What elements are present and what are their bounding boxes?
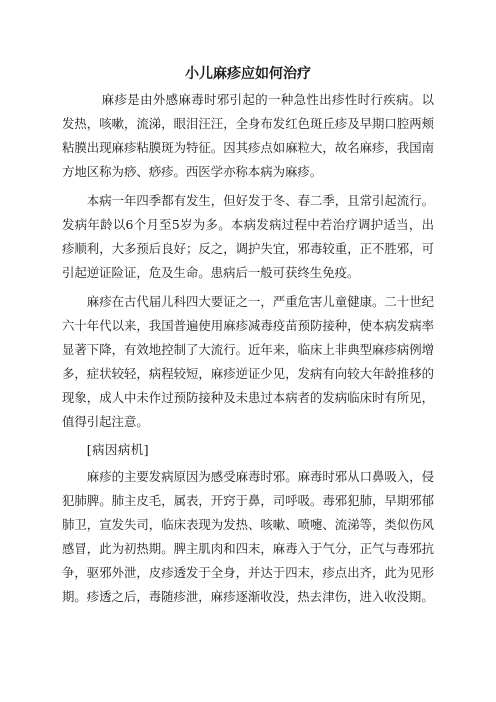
- paragraph-epidemiology: 本病一年四季都有发生，但好发于冬、春二季，且常引起流行。发病年龄以6个月至5岁为多。本病发病过程中若治疗调护适当，出疹顺利，大多预后良好；反之，调护失宜，邪毒较重，正不胜邪，可引起逆证险证，危及生命。患病后一般可获终生免疫。: [62, 193, 434, 280]
- document-body: [62, 88, 434, 614]
- paragraph-etiology: 麻疹的主要发病原因为感受麻毒时邪。麻毒时邪从口鼻吸入，侵犯肺脾。肺主皮毛，属表，开窍于鼻，司呼吸。毒邪犯肺，早期邪郁肺卫，宣发失司，临床表现为发热、咳嗽、喷嚏、流涕等，类似伤风感冒，此为初热期。脾主肌肉和四末，麻毒入于气分，正气与毒邪抗争，驱邪外泄，皮疹透发于全身，并达于四末，疹点出齐，此为见形期。疹透之后，毒随疹泄，麻疹逐渐收没，热去津伤，进入收没期。: [62, 469, 434, 604]
- document-title: 小儿麻疹应如何治疗: [185, 66, 311, 82]
- paragraph-history: 麻疹在古代届儿科四大要证之一，严重危害儿童健康。二十世纪六十年代以来，我国普遍使用麻疹减毒疫苗预防接种，使本病发病率显著下降，有效地控制了大流行。近年来，临床上非典型麻疹病例增多，症状较轻，病程较短，麻疹逆证少见，发病有向较大年龄推移的现象，成人中未作过预防接种及未患过本病者的发病临床时有所见，值得引起注意。: [62, 294, 434, 429]
- paragraph-intro: 麻疹是由外感麻毒时邪引起的一种急性出疹性时行疾病。以发热，咳嗽，流涕，眼泪汪汪，全身布发红色斑丘疹及早期口腔两颊粘膜出现麻疹粘膜斑为特征。因其疹点如麻粒大，故名麻疹，我国南方地区称为痧、痧疹。西医学亦称本病为麻疹。: [62, 92, 434, 179]
- section-heading-etiology: [病因病机]: [86, 442, 150, 457]
